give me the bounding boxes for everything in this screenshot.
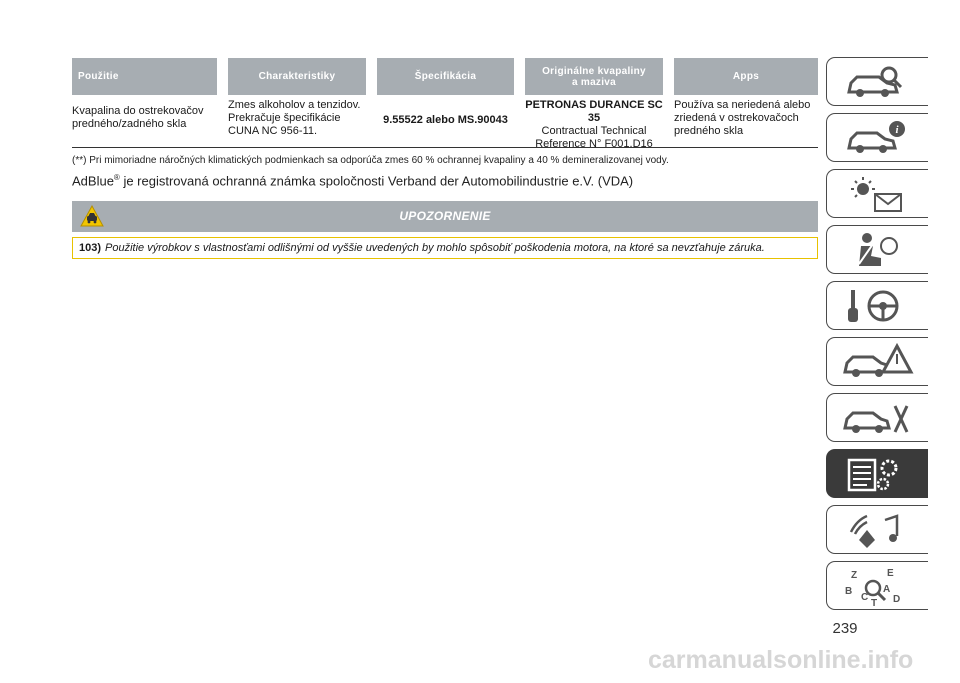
tab-warning-lights[interactable] — [826, 169, 928, 218]
cell-characteristics: Zmes alkoholov a tenzidov. Prekračuje špecifikácie CUNA NC 956-11. — [228, 99, 361, 137]
page-number: 239 — [832, 620, 858, 637]
car-info-icon — [837, 118, 917, 159]
tab-technical-data[interactable] — [826, 449, 928, 498]
watermark: carmanualsonline.info — [648, 646, 914, 674]
key-steering-wheel-icon — [837, 286, 917, 327]
alphabetical-index-icon — [837, 566, 917, 607]
tab-car-search[interactable] — [826, 57, 928, 106]
header-apps: Apps — [674, 58, 818, 95]
warning-number: 103) — [79, 242, 102, 254]
svg-text:i: i — [895, 124, 899, 136]
car-maintenance-icon — [837, 398, 917, 439]
footnote: (**) Pri mimoriadne náročných klimatických podmienkach sa odporúča zmes 60 % ochrannej kvapaliny a 40 % demineralizovanej vody. — [72, 155, 669, 166]
car-emergency-icon — [837, 342, 917, 383]
svg-text:D: D — [893, 594, 901, 605]
warning-text: Použitie výrobkov s vlastnosťami odlišnými od vyššie uvedených by mohlo spôsobiť poškodenia motora, na ktoré sa nevzťahuje záruka. — [105, 242, 765, 254]
header-characteristics: Charakteristiky — [228, 58, 366, 95]
svg-text:C: C — [861, 592, 869, 603]
warning-header — [72, 201, 818, 232]
tab-starting[interactable] — [826, 281, 928, 330]
svg-text:Z: Z — [851, 570, 858, 581]
tab-maintenance[interactable] — [826, 393, 928, 442]
table-row — [72, 99, 818, 148]
svg-text:A: A — [883, 584, 891, 595]
svg-text:B: B — [845, 586, 853, 597]
spec-table-header — [72, 58, 818, 95]
header-original-fluids: Originálne kvapaliny a maziva — [525, 58, 663, 95]
cell-specification: 9.55522 alebo MS.90043 — [383, 113, 508, 126]
adblue-text: je registrovaná ochranná známka spoločnosti Verband der Automobilindustrie e.V. (VDA) — [119, 173, 634, 189]
tab-index[interactable] — [826, 561, 928, 610]
cell-apps: Používa sa neriedená alebo zriedená v ostrekovačoch predného skla — [674, 99, 811, 137]
fluid-reference: Contractual Technical Reference N° F001.D16 — [535, 125, 653, 150]
car-search-icon — [837, 62, 917, 103]
registered-mark: ® — [113, 173, 120, 182]
tab-car-info[interactable] — [826, 113, 928, 162]
warning-note — [72, 237, 818, 259]
svg-text:E: E — [887, 568, 894, 579]
adblue-trademark-note — [72, 173, 633, 188]
multimedia-icon — [837, 510, 917, 551]
warning-lights-message-icon — [837, 174, 917, 215]
warning-title: UPOZORNENIE — [399, 209, 491, 223]
tab-safety[interactable] — [826, 225, 928, 274]
cell-original-fluid — [525, 99, 663, 150]
tab-multimedia[interactable] — [826, 505, 928, 554]
header-usage: Použitie — [72, 58, 217, 95]
svg-text:T: T — [871, 598, 878, 607]
header-specification: Špecifikácia — [377, 58, 514, 95]
tab-emergency[interactable] — [826, 337, 928, 386]
adblue-brand: AdBlue — [72, 173, 114, 189]
cell-usage: Kvapalina do ostrekovačov predného/zadného skla — [72, 105, 204, 130]
fluid-name: PETRONAS DURANCE SC 35 — [525, 99, 663, 124]
airbag-seatbelt-icon — [837, 230, 917, 271]
technical-data-icon — [837, 454, 917, 495]
